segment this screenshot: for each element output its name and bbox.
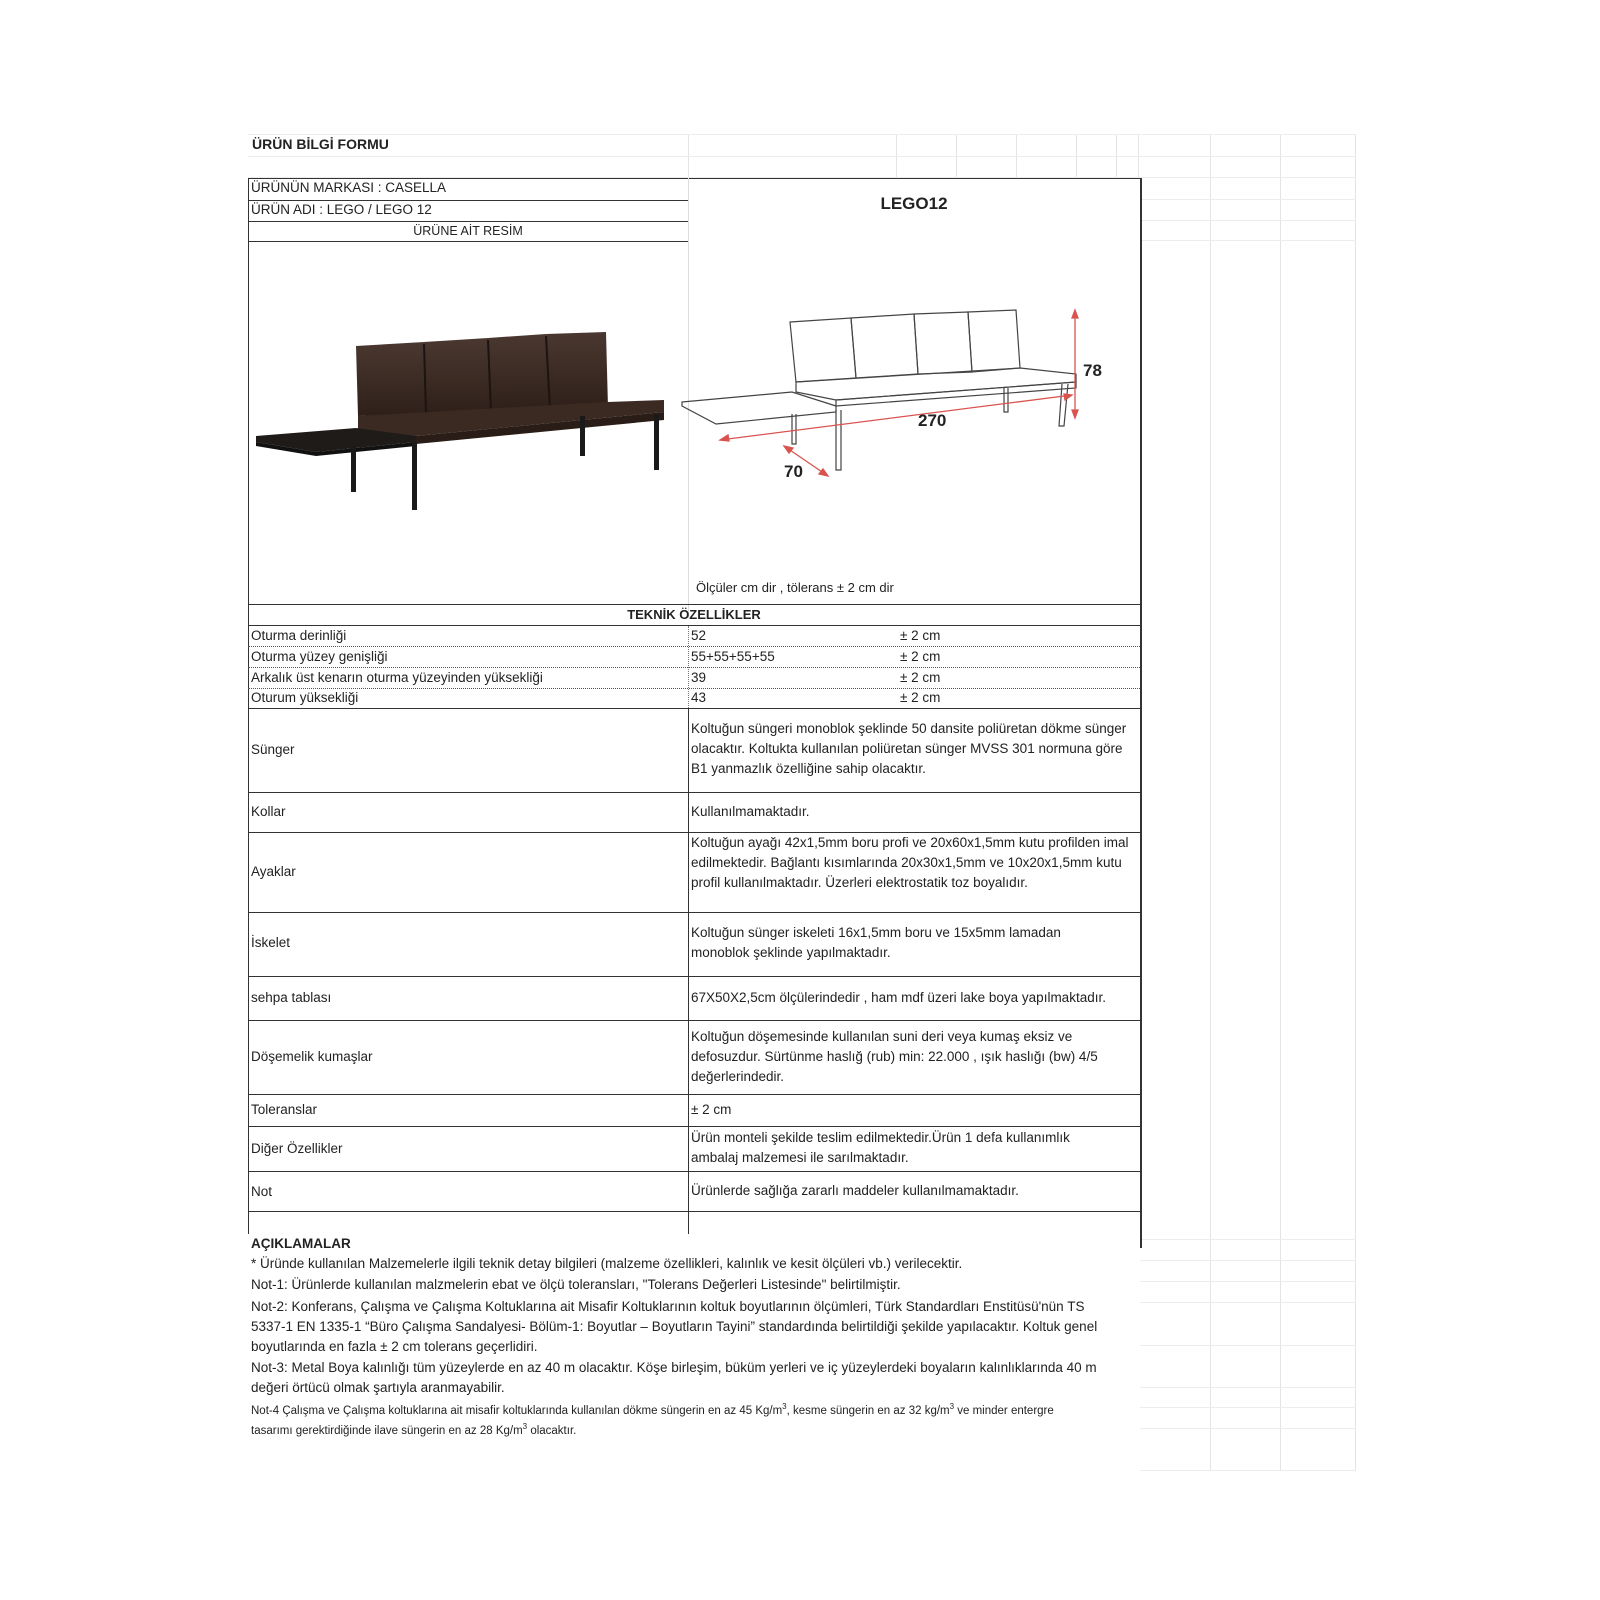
note-4-text: tasarımı gerektirdiğinde ilave süngerin en az 28 Kg/m: [251, 1424, 523, 1437]
product-info-sheet: [248, 134, 1356, 1471]
leg: [654, 414, 659, 470]
note-1: Not-1: Ürünlerde kullanılan malzmelerin ebat ve ölçü toleransları, "Tolerans Değerleri Listesinde" belirtilmiştir.: [251, 1277, 901, 1292]
image-header: ÜRÜNE AİT RESİM: [413, 224, 523, 238]
measurement-value: 43: [691, 690, 707, 705]
width-dimension-label: 270: [918, 411, 947, 430]
superscript: 3: [782, 1402, 787, 1411]
superscript: 3: [522, 1422, 528, 1431]
measurement-row: [248, 688, 1140, 708]
notes-header: AÇIKLAMALAR: [251, 1236, 351, 1251]
measurement-row: [248, 668, 1140, 688]
spec-value: Koltuğun döşemesinde kullanılan suni deri veya kumaş eksiz ve defosuzdur. Sürtünme haslığ (rub) min: 22.000 , ışık haslığı (bw) 4/5 değerlerindedir.: [691, 1029, 1098, 1084]
spec-value: Ürün monteli şekilde teslim edilmektedir.Ürün 1 defa kullanımlık ambalaj malzemesi ile sarılmaktadır.: [691, 1130, 1070, 1165]
gridline: [1210, 134, 1211, 1471]
leg: [580, 416, 585, 456]
spec-row: [248, 1127, 1140, 1171]
dimension-note: Ölçüler cm dir , tölerans ± 2 cm dir: [696, 580, 894, 595]
product-photo: [256, 324, 676, 514]
spec-row: [248, 1095, 1140, 1126]
drawing-backrest: [790, 318, 856, 382]
table-border-right: [1140, 178, 1142, 1248]
note-2-line-3: boyutlarında en fazla ± 2 cm tolerans geçerlidiri.: [251, 1339, 538, 1354]
tech-header: TEKNİK ÖZELLİKLER: [627, 607, 761, 622]
drawing-table: [682, 392, 836, 424]
measurement-label: Oturma yüzey genişliği: [251, 649, 388, 664]
spec-row: [248, 833, 1140, 912]
note-4-text: olacaktır.: [527, 1424, 577, 1437]
technical-drawing: [676, 302, 1140, 492]
product-name-line: ÜRÜN ADI : LEGO / LEGO 12: [251, 202, 432, 217]
measurement-tolerance: ± 2 cm: [900, 670, 941, 685]
backrest-cushion: [356, 342, 426, 416]
spec-row: [248, 1021, 1140, 1094]
spec-label: Diğer Özellikler: [251, 1141, 343, 1156]
backrest-cushion: [424, 338, 491, 414]
depth-dimension-label: 70: [784, 462, 803, 481]
gridline: [1355, 134, 1356, 1471]
note-4-line-2: [251, 1417, 576, 1441]
form-title: ÜRÜN BİLGİ FORMU: [252, 136, 389, 152]
gridline: [248, 156, 1356, 157]
drawing-seat: [796, 368, 1076, 400]
spec-row: [248, 793, 1140, 832]
spec-value: 67X50X2,5cm ölçülerindedir , ham mdf üzeri lake boya yapılmaktadır.: [691, 990, 1106, 1005]
measurement-row: [248, 626, 1140, 646]
spec-value: Koltuğun sünger iskeleti 16x1,5mm boru ve 15x5mm lamadan monoblok şeklinde yapılmaktadır.: [691, 925, 1061, 960]
spec-value: Koltuğun süngeri monoblok şeklinde 50 dansite poliüretan dökme sünger olacaktır. Koltukta kullanılan poliüretan sünger MVSS 301 normuna göre B1 yanmazlık özelliğine sahip olacaktır.: [691, 721, 1127, 776]
gridline: [248, 134, 1356, 135]
note-4-text: ve minder entergre: [954, 1404, 1054, 1417]
measurement-label: Oturma derinliği: [251, 628, 347, 643]
measurement-label: Arkalık üst kenarın oturma yüzeyinden yüksekliği: [251, 670, 543, 685]
spec-label: Ayaklar: [251, 864, 296, 879]
height-dimension-label: 78: [1083, 361, 1102, 380]
measurement-value: 39: [691, 670, 707, 685]
leg: [351, 446, 356, 492]
spec-row: [248, 913, 1140, 976]
row-divider: [248, 241, 688, 242]
spec-row: [248, 1172, 1140, 1212]
note-4-text: Not-4 Çalışma ve Çalışma koltuklarına ait misafir koltuklarında kullanılan dökme süngerin en az 45 Kg/m: [251, 1404, 783, 1417]
spec-value: ± 2 cm: [691, 1102, 732, 1117]
note-star: * Üründe kullanılan Malzemelerle ilgili teknik detay bilgileri (malzeme özellikleri, kalınlık ve kesit ölçüleri vb.) verilecektir.: [251, 1256, 963, 1271]
spec-label: Sünger: [251, 742, 295, 757]
note-3-line-1: Not-3: Metal Boya kalınlığı tüm yüzeylerde en az 40 m olacaktır. Köşe birleşim, büküm yerleri ve iç yüzeylerdeki boyaların kalınlıklarında 40 m: [251, 1360, 1097, 1375]
spec-row: [248, 709, 1140, 792]
measurement-row: [248, 647, 1140, 667]
spec-label: Döşemelik kumaşlar: [251, 1049, 373, 1064]
measurement-tolerance: ± 2 cm: [900, 628, 941, 643]
measurement-label: Oturum yüksekliği: [251, 690, 359, 705]
note-4-text: , kesme süngerin en az 32 kg/m: [786, 1404, 950, 1417]
spec-label: Not: [251, 1184, 273, 1199]
measurements-table: [248, 626, 1140, 708]
measurement-tolerance: ± 2 cm: [900, 649, 941, 664]
note-2-line-2: 5337-1 EN 1335-1 “Büro Çalışma Sandalyesi- Bölüm-1: Boyutlar – Boyutların Tayini” standardında belirtildiği şekilde yapılacaktır. Koltuk genel: [251, 1319, 1098, 1334]
notes-section: [248, 1234, 1140, 1471]
spec-label: sehpa tablası: [251, 990, 332, 1005]
spec-row: [248, 977, 1140, 1020]
row-divider: [248, 1211, 1141, 1212]
measurement-tolerance: ± 2 cm: [900, 690, 941, 705]
spec-value: Koltuğun ayağı 42x1,5mm boru profi ve 20x60x1,5mm kutu profilden imal edilmektedir. Bağlantı kısımlarında 20x30x1,5mm ve 10x20x1,5mm kutu profil kullanılmaktadır. Üzerleri elektrostatik toz boyalıdır.: [691, 835, 1129, 890]
spec-label: İskelet: [251, 935, 291, 950]
spec-label: Toleranslar: [251, 1102, 318, 1117]
gridline: [1280, 134, 1281, 1471]
superscript: 3: [949, 1402, 955, 1411]
backrest-cushion: [546, 332, 608, 410]
brand-line: ÜRÜNÜN MARKASI : CASELLA: [251, 180, 447, 195]
backrest-cushion: [488, 334, 550, 412]
note-3-line-2: değeri örtücü olmak şartıyla aranmayabilir.: [251, 1380, 505, 1395]
measurement-value: 55+55+55+55: [691, 649, 775, 664]
model-title: LEGO12: [880, 194, 948, 213]
spec-label: Kollar: [251, 804, 286, 819]
spec-value: Ürünlerde sağlığa zararlı maddeler kullanılmamaktadır.: [691, 1183, 1019, 1198]
leg: [412, 442, 417, 510]
measurement-value: 52: [691, 628, 707, 643]
note-2-line-1: Not-2: Konferans, Çalışma ve Çalışma Koltuklarına ait Misafir Koltuklarının koltuk boyutlarının ölçümleri, Türk Standardları Enstitüsü'nün TS: [251, 1299, 1085, 1314]
spec-value: Kullanılmamaktadır.: [691, 804, 810, 819]
drawing-leg: [792, 414, 796, 444]
